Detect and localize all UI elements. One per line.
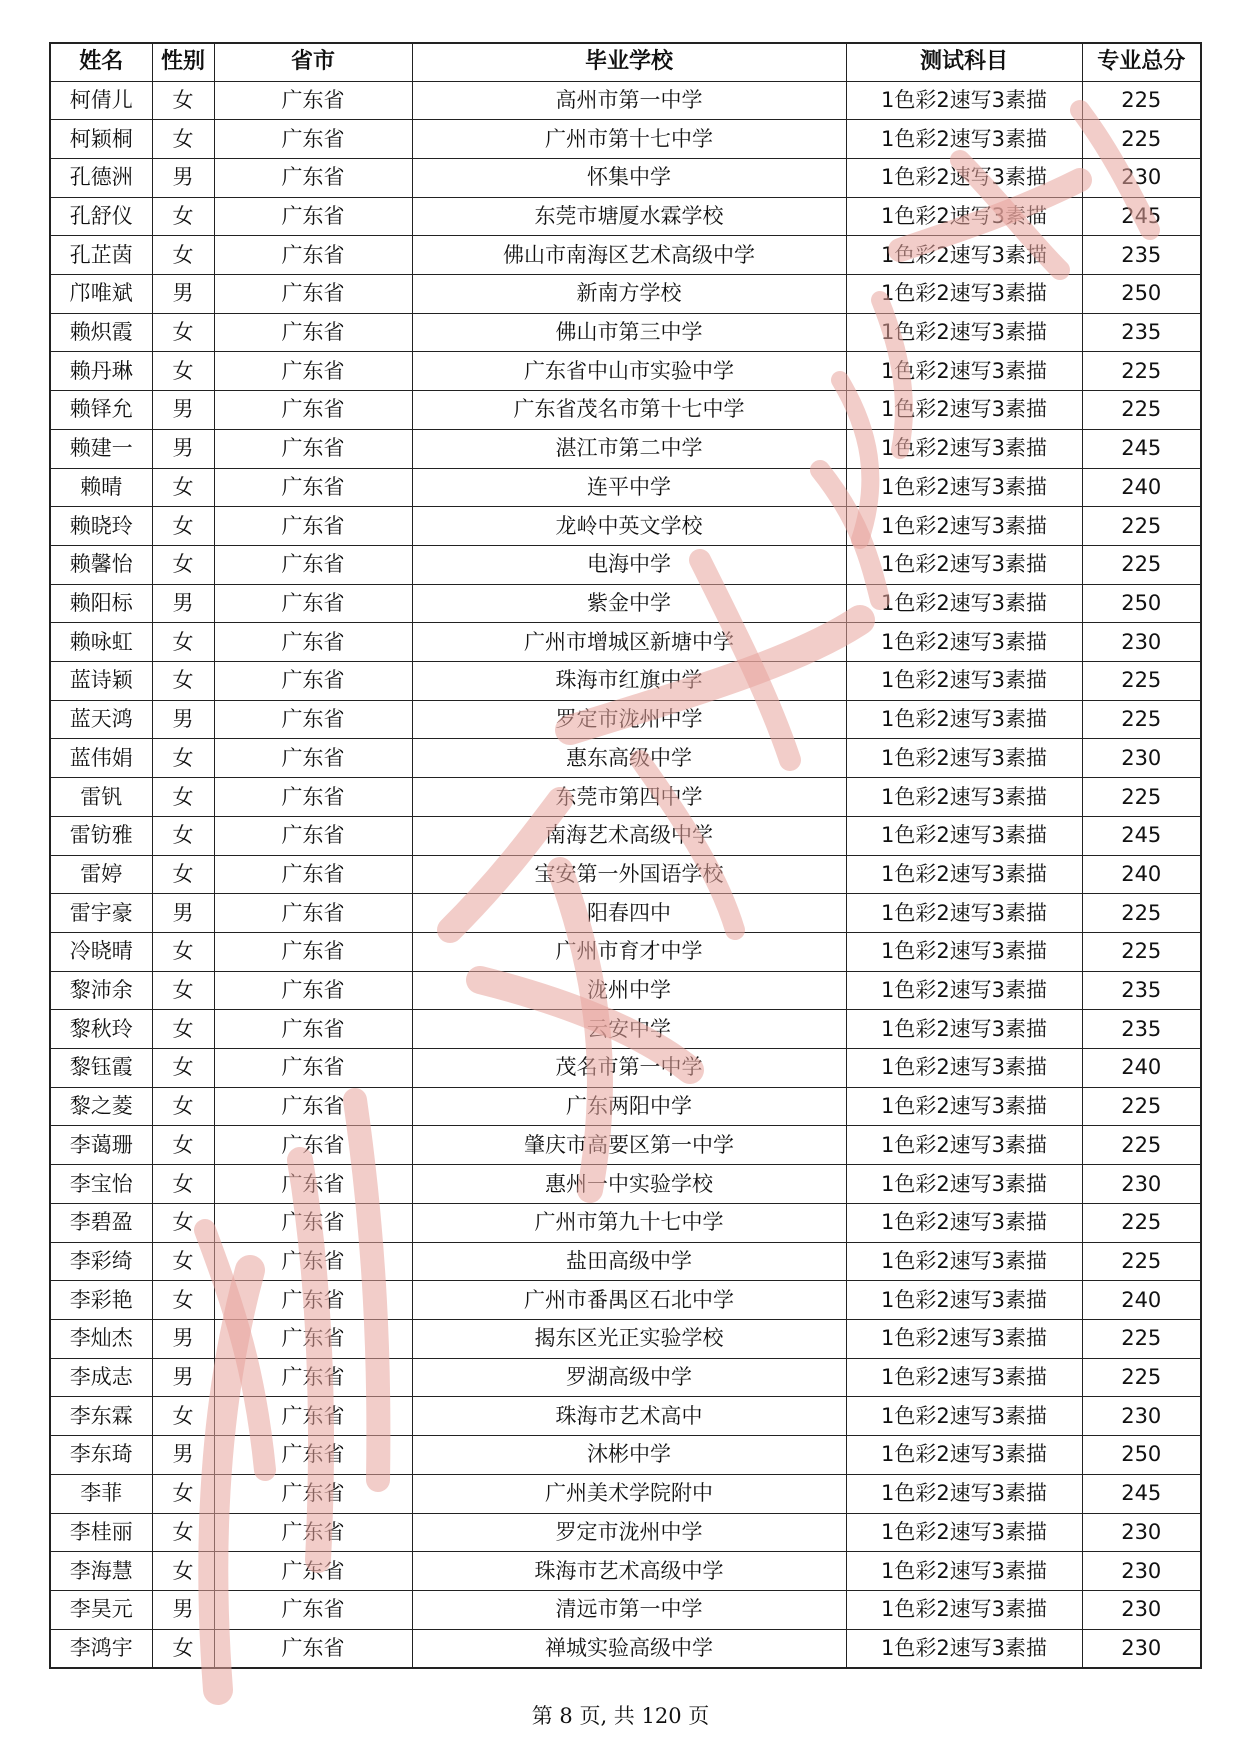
cell-score: 240 bbox=[1082, 1049, 1201, 1088]
table-header-row bbox=[50, 43, 1201, 81]
cell-province: 广东省 bbox=[214, 507, 412, 546]
cell-score: 225 bbox=[1082, 352, 1201, 391]
cell-gender: 男 bbox=[152, 391, 214, 430]
cell-province: 广东省 bbox=[214, 391, 412, 430]
cell-subjects: 1色彩2速写3素描 bbox=[846, 391, 1082, 430]
cell-name: 李彩绮 bbox=[50, 1242, 152, 1281]
cell-province: 广东省 bbox=[214, 1087, 412, 1126]
cell-score: 230 bbox=[1082, 1165, 1201, 1204]
cell-score: 235 bbox=[1082, 1010, 1201, 1049]
table-row bbox=[50, 1358, 1201, 1397]
cell-gender: 男 bbox=[152, 1590, 214, 1629]
cell-score: 225 bbox=[1082, 1242, 1201, 1281]
cell-province: 广东省 bbox=[214, 623, 412, 662]
cell-score: 240 bbox=[1082, 855, 1201, 894]
table-row bbox=[50, 1165, 1201, 1204]
cell-gender: 女 bbox=[152, 662, 214, 701]
cell-gender: 女 bbox=[152, 1474, 214, 1513]
cell-gender: 女 bbox=[152, 1242, 214, 1281]
cell-school: 连平中学 bbox=[412, 468, 846, 507]
cell-name: 赖咏虹 bbox=[50, 623, 152, 662]
cell-name: 孔舒仪 bbox=[50, 197, 152, 236]
table-row bbox=[50, 120, 1201, 159]
cell-name: 李东霖 bbox=[50, 1397, 152, 1436]
cell-subjects: 1色彩2速写3素描 bbox=[846, 700, 1082, 739]
cell-score: 225 bbox=[1082, 778, 1201, 817]
cell-gender: 女 bbox=[152, 468, 214, 507]
cell-school: 东莞市第四中学 bbox=[412, 778, 846, 817]
cell-name: 黎钰霞 bbox=[50, 1049, 152, 1088]
table-row bbox=[50, 816, 1201, 855]
table-row bbox=[50, 778, 1201, 817]
cell-school: 广州市增城区新塘中学 bbox=[412, 623, 846, 662]
table-row bbox=[50, 1320, 1201, 1359]
cell-school: 罗定市泷州中学 bbox=[412, 700, 846, 739]
cell-score: 225 bbox=[1082, 545, 1201, 584]
table-row bbox=[50, 429, 1201, 468]
cell-subjects: 1色彩2速写3素描 bbox=[846, 855, 1082, 894]
cell-subjects: 1色彩2速写3素描 bbox=[846, 197, 1082, 236]
cell-score: 245 bbox=[1082, 816, 1201, 855]
table-row bbox=[50, 1552, 1201, 1591]
cell-province: 广东省 bbox=[214, 1281, 412, 1320]
cell-score: 225 bbox=[1082, 1087, 1201, 1126]
cell-name: 柯颖桐 bbox=[50, 120, 152, 159]
cell-score: 230 bbox=[1082, 1590, 1201, 1629]
cell-gender: 女 bbox=[152, 236, 214, 275]
cell-score: 225 bbox=[1082, 1320, 1201, 1359]
cell-subjects: 1色彩2速写3素描 bbox=[846, 313, 1082, 352]
cell-score: 225 bbox=[1082, 391, 1201, 430]
table-row bbox=[50, 623, 1201, 662]
cell-score: 250 bbox=[1082, 584, 1201, 623]
cell-score: 230 bbox=[1082, 623, 1201, 662]
cell-subjects: 1色彩2速写3素描 bbox=[846, 623, 1082, 662]
table-row bbox=[50, 1010, 1201, 1049]
cell-gender: 女 bbox=[152, 816, 214, 855]
cell-score: 225 bbox=[1082, 120, 1201, 159]
cell-subjects: 1色彩2速写3素描 bbox=[846, 971, 1082, 1010]
cell-school: 广东两阳中学 bbox=[412, 1087, 846, 1126]
cell-gender: 女 bbox=[152, 507, 214, 546]
cell-province: 广东省 bbox=[214, 1358, 412, 1397]
table-row bbox=[50, 1436, 1201, 1475]
cell-province: 广东省 bbox=[214, 352, 412, 391]
cell-name: 蓝天鸿 bbox=[50, 700, 152, 739]
table-row bbox=[50, 1242, 1201, 1281]
cell-subjects: 1色彩2速写3素描 bbox=[846, 1358, 1082, 1397]
cell-province: 广东省 bbox=[214, 1552, 412, 1591]
cell-province: 广东省 bbox=[214, 1320, 412, 1359]
cell-name: 冷晓晴 bbox=[50, 932, 152, 971]
cell-province: 广东省 bbox=[214, 1165, 412, 1204]
cell-gender: 女 bbox=[152, 1010, 214, 1049]
cell-name: 李宝怡 bbox=[50, 1165, 152, 1204]
cell-name: 蓝伟娟 bbox=[50, 739, 152, 778]
cell-subjects: 1色彩2速写3素描 bbox=[846, 584, 1082, 623]
cell-name: 赖晓玲 bbox=[50, 507, 152, 546]
cell-subjects: 1色彩2速写3素描 bbox=[846, 429, 1082, 468]
table-row bbox=[50, 197, 1201, 236]
cell-name: 蓝诗颖 bbox=[50, 662, 152, 701]
table-row bbox=[50, 700, 1201, 739]
cell-subjects: 1色彩2速写3素描 bbox=[846, 1320, 1082, 1359]
cell-name: 赖丹琳 bbox=[50, 352, 152, 391]
cell-name: 雷钒 bbox=[50, 778, 152, 817]
cell-score: 230 bbox=[1082, 1552, 1201, 1591]
cell-school: 南海艺术高级中学 bbox=[412, 816, 846, 855]
table-row bbox=[50, 1203, 1201, 1242]
cell-name: 赖晴 bbox=[50, 468, 152, 507]
table-row bbox=[50, 739, 1201, 778]
header-school: 毕业学校 bbox=[412, 43, 846, 81]
cell-score: 230 bbox=[1082, 1629, 1201, 1668]
header-province: 省市 bbox=[214, 43, 412, 81]
cell-score: 225 bbox=[1082, 700, 1201, 739]
cell-province: 广东省 bbox=[214, 197, 412, 236]
cell-gender: 女 bbox=[152, 1552, 214, 1591]
cell-gender: 女 bbox=[152, 1513, 214, 1552]
cell-subjects: 1色彩2速写3素描 bbox=[846, 739, 1082, 778]
cell-province: 广东省 bbox=[214, 1203, 412, 1242]
cell-school: 紫金中学 bbox=[412, 584, 846, 623]
cell-subjects: 1色彩2速写3素描 bbox=[846, 932, 1082, 971]
cell-name: 雷宇豪 bbox=[50, 894, 152, 933]
cell-score: 225 bbox=[1082, 1126, 1201, 1165]
cell-score: 225 bbox=[1082, 662, 1201, 701]
cell-subjects: 1色彩2速写3素描 bbox=[846, 468, 1082, 507]
table-row bbox=[50, 894, 1201, 933]
cell-gender: 女 bbox=[152, 1049, 214, 1088]
cell-gender: 女 bbox=[152, 352, 214, 391]
cell-province: 广东省 bbox=[214, 236, 412, 275]
cell-school: 新南方学校 bbox=[412, 275, 846, 314]
table-row bbox=[50, 1126, 1201, 1165]
cell-gender: 女 bbox=[152, 1203, 214, 1242]
cell-province: 广东省 bbox=[214, 932, 412, 971]
cell-province: 广东省 bbox=[214, 1126, 412, 1165]
cell-school: 云安中学 bbox=[412, 1010, 846, 1049]
cell-province: 广东省 bbox=[214, 275, 412, 314]
cell-school: 怀集中学 bbox=[412, 158, 846, 197]
cell-school: 广东省茂名市第十七中学 bbox=[412, 391, 846, 430]
cell-subjects: 1色彩2速写3素描 bbox=[846, 1281, 1082, 1320]
cell-name: 孔德洲 bbox=[50, 158, 152, 197]
cell-score: 230 bbox=[1082, 158, 1201, 197]
cell-school: 珠海市红旗中学 bbox=[412, 662, 846, 701]
cell-subjects: 1色彩2速写3素描 bbox=[846, 1242, 1082, 1281]
cell-school: 东莞市塘厦水霖学校 bbox=[412, 197, 846, 236]
cell-name: 李蔼珊 bbox=[50, 1126, 152, 1165]
cell-gender: 女 bbox=[152, 1126, 214, 1165]
cell-subjects: 1色彩2速写3素描 bbox=[846, 1165, 1082, 1204]
cell-school: 茂名市第一中学 bbox=[412, 1049, 846, 1088]
cell-subjects: 1色彩2速写3素描 bbox=[846, 158, 1082, 197]
cell-school: 盐田高级中学 bbox=[412, 1242, 846, 1281]
header-score: 专业总分 bbox=[1082, 43, 1201, 81]
cell-province: 广东省 bbox=[214, 468, 412, 507]
cell-province: 广东省 bbox=[214, 545, 412, 584]
cell-subjects: 1色彩2速写3素描 bbox=[846, 236, 1082, 275]
cell-subjects: 1色彩2速写3素描 bbox=[846, 1552, 1082, 1591]
cell-gender: 男 bbox=[152, 700, 214, 739]
cell-name: 雷婷 bbox=[50, 855, 152, 894]
cell-gender: 女 bbox=[152, 623, 214, 662]
cell-province: 广东省 bbox=[214, 1049, 412, 1088]
cell-gender: 女 bbox=[152, 778, 214, 817]
cell-gender: 男 bbox=[152, 1320, 214, 1359]
cell-subjects: 1色彩2速写3素描 bbox=[846, 275, 1082, 314]
cell-subjects: 1色彩2速写3素描 bbox=[846, 1126, 1082, 1165]
table-row bbox=[50, 1087, 1201, 1126]
cell-score: 225 bbox=[1082, 894, 1201, 933]
cell-name: 雷钫雅 bbox=[50, 816, 152, 855]
cell-subjects: 1色彩2速写3素描 bbox=[846, 81, 1082, 120]
cell-school: 广州美术学院附中 bbox=[412, 1474, 846, 1513]
header-name: 姓名 bbox=[50, 43, 152, 81]
table-row bbox=[50, 1513, 1201, 1552]
table-row bbox=[50, 275, 1201, 314]
cell-score: 225 bbox=[1082, 1358, 1201, 1397]
cell-gender: 男 bbox=[152, 1358, 214, 1397]
cell-province: 广东省 bbox=[214, 584, 412, 623]
cell-score: 245 bbox=[1082, 1474, 1201, 1513]
cell-subjects: 1色彩2速写3素描 bbox=[846, 1010, 1082, 1049]
cell-score: 250 bbox=[1082, 275, 1201, 314]
cell-name: 柯倩儿 bbox=[50, 81, 152, 120]
cell-score: 250 bbox=[1082, 1436, 1201, 1475]
cell-gender: 女 bbox=[152, 932, 214, 971]
cell-score: 245 bbox=[1082, 429, 1201, 468]
cell-province: 广东省 bbox=[214, 1513, 412, 1552]
cell-province: 广东省 bbox=[214, 1629, 412, 1668]
cell-school: 沐彬中学 bbox=[412, 1436, 846, 1475]
table-row bbox=[50, 1590, 1201, 1629]
cell-gender: 男 bbox=[152, 584, 214, 623]
cell-gender: 女 bbox=[152, 971, 214, 1010]
cell-province: 广东省 bbox=[214, 778, 412, 817]
table-row bbox=[50, 971, 1201, 1010]
cell-gender: 男 bbox=[152, 275, 214, 314]
cell-name: 李东琦 bbox=[50, 1436, 152, 1475]
cell-subjects: 1色彩2速写3素描 bbox=[846, 1474, 1082, 1513]
cell-score: 230 bbox=[1082, 1397, 1201, 1436]
cell-school: 罗定市泷州中学 bbox=[412, 1513, 846, 1552]
table-row bbox=[50, 1049, 1201, 1088]
table-row bbox=[50, 1474, 1201, 1513]
table-row bbox=[50, 1397, 1201, 1436]
cell-province: 广东省 bbox=[214, 700, 412, 739]
cell-province: 广东省 bbox=[214, 1590, 412, 1629]
cell-name: 赖建一 bbox=[50, 429, 152, 468]
cell-name: 李菲 bbox=[50, 1474, 152, 1513]
cell-gender: 女 bbox=[152, 545, 214, 584]
cell-province: 广东省 bbox=[214, 1474, 412, 1513]
table-row bbox=[50, 507, 1201, 546]
cell-score: 245 bbox=[1082, 197, 1201, 236]
table-body bbox=[50, 81, 1201, 1668]
table-row bbox=[50, 158, 1201, 197]
cell-gender: 女 bbox=[152, 739, 214, 778]
cell-gender: 女 bbox=[152, 313, 214, 352]
table-row bbox=[50, 236, 1201, 275]
cell-province: 广东省 bbox=[214, 855, 412, 894]
cell-subjects: 1色彩2速写3素描 bbox=[846, 1049, 1082, 1088]
cell-subjects: 1色彩2速写3素描 bbox=[846, 662, 1082, 701]
cell-school: 佛山市南海区艺术高级中学 bbox=[412, 236, 846, 275]
cell-score: 240 bbox=[1082, 468, 1201, 507]
table-row bbox=[50, 391, 1201, 430]
cell-subjects: 1色彩2速写3素描 bbox=[846, 120, 1082, 159]
admission-score-table bbox=[49, 42, 1202, 1669]
cell-school: 珠海市艺术高中 bbox=[412, 1397, 846, 1436]
cell-subjects: 1色彩2速写3素描 bbox=[846, 1397, 1082, 1436]
table-row bbox=[50, 855, 1201, 894]
cell-gender: 女 bbox=[152, 1397, 214, 1436]
cell-school: 广州市育才中学 bbox=[412, 932, 846, 971]
cell-province: 广东省 bbox=[214, 81, 412, 120]
cell-school: 佛山市第三中学 bbox=[412, 313, 846, 352]
cell-province: 广东省 bbox=[214, 816, 412, 855]
cell-school: 惠州一中实验学校 bbox=[412, 1165, 846, 1204]
cell-name: 李桂丽 bbox=[50, 1513, 152, 1552]
cell-school: 揭东区光正实验学校 bbox=[412, 1320, 846, 1359]
cell-province: 广东省 bbox=[214, 662, 412, 701]
cell-school: 肇庆市高要区第一中学 bbox=[412, 1126, 846, 1165]
table-row bbox=[50, 1629, 1201, 1668]
cell-gender: 女 bbox=[152, 1629, 214, 1668]
cell-subjects: 1色彩2速写3素描 bbox=[846, 1203, 1082, 1242]
cell-name: 黎秋玲 bbox=[50, 1010, 152, 1049]
header-subjects: 测试科目 bbox=[846, 43, 1082, 81]
cell-gender: 女 bbox=[152, 1281, 214, 1320]
cell-subjects: 1色彩2速写3素描 bbox=[846, 778, 1082, 817]
cell-gender: 女 bbox=[152, 120, 214, 159]
cell-score: 235 bbox=[1082, 971, 1201, 1010]
cell-province: 广东省 bbox=[214, 1397, 412, 1436]
cell-subjects: 1色彩2速写3素描 bbox=[846, 1590, 1082, 1629]
cell-score: 225 bbox=[1082, 1203, 1201, 1242]
cell-school: 广州市第九十七中学 bbox=[412, 1203, 846, 1242]
cell-name: 李彩艳 bbox=[50, 1281, 152, 1320]
cell-gender: 女 bbox=[152, 1087, 214, 1126]
table-row bbox=[50, 81, 1201, 120]
cell-school: 湛江市第二中学 bbox=[412, 429, 846, 468]
cell-name: 黎之菱 bbox=[50, 1087, 152, 1126]
cell-score: 225 bbox=[1082, 507, 1201, 546]
cell-score: 235 bbox=[1082, 313, 1201, 352]
cell-score: 230 bbox=[1082, 739, 1201, 778]
table-row bbox=[50, 545, 1201, 584]
cell-province: 广东省 bbox=[214, 158, 412, 197]
cell-name: 李鸿宇 bbox=[50, 1629, 152, 1668]
cell-province: 广东省 bbox=[214, 971, 412, 1010]
cell-province: 广东省 bbox=[214, 1010, 412, 1049]
cell-name: 李昊元 bbox=[50, 1590, 152, 1629]
cell-gender: 男 bbox=[152, 429, 214, 468]
cell-name: 孔芷茵 bbox=[50, 236, 152, 275]
cell-school: 罗湖高级中学 bbox=[412, 1358, 846, 1397]
cell-name: 赖铎允 bbox=[50, 391, 152, 430]
cell-subjects: 1色彩2速写3素描 bbox=[846, 352, 1082, 391]
table-row bbox=[50, 662, 1201, 701]
cell-name: 李碧盈 bbox=[50, 1203, 152, 1242]
cell-province: 广东省 bbox=[214, 739, 412, 778]
cell-province: 广东省 bbox=[214, 429, 412, 468]
cell-school: 广东省中山市实验中学 bbox=[412, 352, 846, 391]
cell-province: 广东省 bbox=[214, 1436, 412, 1475]
cell-gender: 女 bbox=[152, 855, 214, 894]
table-row bbox=[50, 313, 1201, 352]
cell-school: 阳春四中 bbox=[412, 894, 846, 933]
cell-subjects: 1色彩2速写3素描 bbox=[846, 1087, 1082, 1126]
header-gender: 性别 bbox=[152, 43, 214, 81]
cell-school: 宝安第一外国语学校 bbox=[412, 855, 846, 894]
cell-subjects: 1色彩2速写3素描 bbox=[846, 507, 1082, 546]
cell-gender: 男 bbox=[152, 894, 214, 933]
cell-gender: 男 bbox=[152, 158, 214, 197]
cell-name: 邝唯斌 bbox=[50, 275, 152, 314]
cell-gender: 男 bbox=[152, 1436, 214, 1475]
cell-school: 珠海市艺术高级中学 bbox=[412, 1552, 846, 1591]
cell-subjects: 1色彩2速写3素描 bbox=[846, 545, 1082, 584]
cell-province: 广东省 bbox=[214, 120, 412, 159]
cell-name: 赖阳标 bbox=[50, 584, 152, 623]
cell-school: 泷州中学 bbox=[412, 971, 846, 1010]
cell-score: 230 bbox=[1082, 1513, 1201, 1552]
table-row bbox=[50, 584, 1201, 623]
cell-gender: 女 bbox=[152, 197, 214, 236]
cell-subjects: 1色彩2速写3素描 bbox=[846, 1436, 1082, 1475]
cell-gender: 女 bbox=[152, 1165, 214, 1204]
cell-score: 235 bbox=[1082, 236, 1201, 275]
cell-gender: 女 bbox=[152, 81, 214, 120]
cell-province: 广东省 bbox=[214, 313, 412, 352]
table-row bbox=[50, 1281, 1201, 1320]
page-footer: 第 8 页, 共 120 页 bbox=[531, 1704, 710, 1728]
cell-name: 李灿杰 bbox=[50, 1320, 152, 1359]
cell-score: 240 bbox=[1082, 1281, 1201, 1320]
cell-subjects: 1色彩2速写3素描 bbox=[846, 816, 1082, 855]
cell-school: 清远市第一中学 bbox=[412, 1590, 846, 1629]
cell-school: 广州市第十七中学 bbox=[412, 120, 846, 159]
cell-name: 赖馨怡 bbox=[50, 545, 152, 584]
cell-school: 电海中学 bbox=[412, 545, 846, 584]
table-row bbox=[50, 932, 1201, 971]
cell-subjects: 1色彩2速写3素描 bbox=[846, 894, 1082, 933]
table-row bbox=[50, 468, 1201, 507]
cell-score: 225 bbox=[1082, 932, 1201, 971]
cell-school: 禅城实验高级中学 bbox=[412, 1629, 846, 1668]
cell-name: 黎沛余 bbox=[50, 971, 152, 1010]
cell-subjects: 1色彩2速写3素描 bbox=[846, 1513, 1082, 1552]
table-row bbox=[50, 352, 1201, 391]
cell-score: 225 bbox=[1082, 81, 1201, 120]
cell-name: 赖炽霞 bbox=[50, 313, 152, 352]
cell-province: 广东省 bbox=[214, 1242, 412, 1281]
cell-name: 李成志 bbox=[50, 1358, 152, 1397]
cell-school: 惠东高级中学 bbox=[412, 739, 846, 778]
cell-school: 龙岭中英文学校 bbox=[412, 507, 846, 546]
cell-school: 广州市番禺区石北中学 bbox=[412, 1281, 846, 1320]
cell-subjects: 1色彩2速写3素描 bbox=[846, 1629, 1082, 1668]
cell-province: 广东省 bbox=[214, 894, 412, 933]
cell-name: 李海慧 bbox=[50, 1552, 152, 1591]
cell-school: 高州市第一中学 bbox=[412, 81, 846, 120]
